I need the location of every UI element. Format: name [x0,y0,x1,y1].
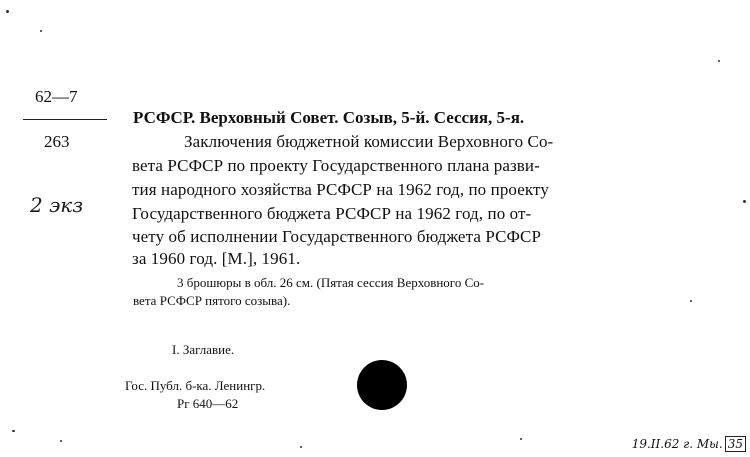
punch-hole [357,360,407,410]
scan-speck [6,10,9,13]
handwritten-copies-note: 2 экз [30,193,84,217]
body-line: Государственного бюджета РСФСР на 1962 год, по от- [132,204,532,223]
library-stamp-name: Гос. Публ. б-ка. Ленингр. [125,378,266,393]
tracing: I. Заглавие. [172,342,235,357]
library-stamp-number: Рг 640—62 [177,396,239,411]
body-line: Заключения бюджетной комиссии Верховного Со- [184,132,554,151]
scan-speck [300,446,302,448]
scan-speck [60,440,62,442]
scan-speck [718,60,720,62]
call-number-top: 62—7 [35,87,78,106]
body-line: чету об исполнении Государственного бюджета РСФСР [132,227,542,246]
scan-speck [743,200,746,203]
call-number-bottom: 263 [44,132,70,151]
scan-speck [12,430,15,432]
scan-speck [690,300,692,302]
handwritten-count: 35 [725,436,746,452]
body-line: тия народного хозяйства РСФСР на 1962 год, по проекту [132,180,549,199]
scan-speck [40,30,42,32]
physical-description-line: вета РСФСР пятого созыва). [133,293,291,308]
handwritten-date-stamp [632,437,746,451]
body-line: вета РСФСР по проекту Государственного плана разви- [132,156,540,175]
scan-speck [520,438,522,440]
call-number-divider [23,119,107,120]
heading: РСФСР. Верховный Совет. Созыв, 5-й. Сессия, 5-я. [133,108,525,127]
body-line: за 1960 год. [М.], 1961. [132,249,301,268]
handwritten-date: 19.II.62 г. Мы. [631,437,723,451]
physical-description-line: 3 брошюры в обл. 26 см. (Пятая сессия Верховного Со- [177,275,485,290]
